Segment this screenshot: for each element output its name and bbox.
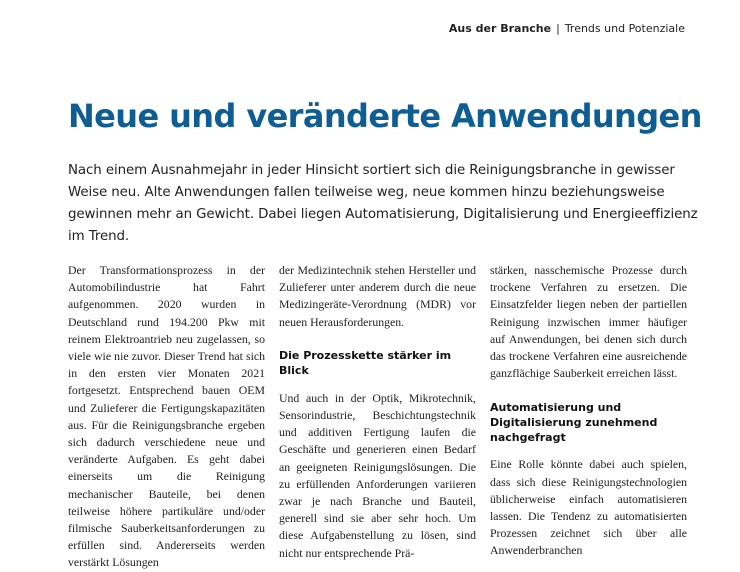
body-paragraph: Und auch in der Optik, Mikrotechnik, Sensorindustrie, Beschichtungstechnik und additiven Fertigung laufen die Geschäfte und generieren einen Bedarf an geeigneten Reinigungslösungen. Die zu erfüllenden Anforderungen variieren zwar je nach Branche und Bauteil, generell sind sie aber sehr hoch. Um diese Aufgabenstellung zu lösen, sind nicht nur entsprechende Prä- [279,390,476,560]
running-head-section: Aus der Branche [448,22,552,35]
running-head [449,22,685,35]
article-headline: Neue und veränderte Anwendungen [68,97,702,135]
running-head-separator: | [556,22,560,35]
body-paragraph: der Medizintechnik stehen Hersteller und Zulieferer unter anderem durch die neue Medizingeräte-Verordnung (MDR) vor neuen Herausforderungen. [279,263,476,329]
section-subheading: Die Prozesskette stärker im Blick [279,348,452,377]
article-lead: Nach einem Ausnahmejahr in jeder Hinsicht sortiert sich die Reinigungsbranche in gewisser Weise neu. Alte Anwendungen fallen teilweise weg, neue kommen hinzu beziehungsweise gewinnen mehr an Gewicht. Dabei liegen Automatisierung, Digitalisierung und Energieeffizienz im Trend. [68,163,698,244]
body-column-3 [490,262,687,560]
section-subheading: Automatisierung und Digitalisierung zunehmend nachgefragt [490,401,658,445]
body-paragraph: stärken, nasschemische Prozesse durch trockene Verfahren zu ersetzen. Die Einsatzfelder liegen neben der partiellen Reinigung inzwischen immer häufiger auf Anwendungen, bei denen sich durch das trockene Verfahren eine ausreichende ganzflächige Sauberkeit erreichen lässt. [490,263,687,381]
body-column-1 [68,262,265,572]
body-column-2 [279,262,476,562]
body-paragraph: Der Transformationsprozess in der Automobilindustrie hat Fahrt aufgenommen. 2020 wurden in Deutschland rund 194.200 Pkw mit reinem Elektroantrieb neu zugelassen, so viele wie nie zuvor. Dieser Trend hat sich in den ersten vier Monaten 2021 fortgesetzt. Entsprechend bauen OEM und Zulieferer die Fertigungskapazitäten aus. Für die Reinigungsbranche ergeben sich dadurch verschiedene neue und veränderte Aufgaben. Es geht dabei einerseits um die Reinigung mechanischer Bauteile, bei denen teilweise höhere partikuläre und/oder filmische Sauberkeitsanforderungen zu erfüllen sind. Andererseits werden verstärkt Lösungen [68,263,265,570]
running-head-topic: Trends und Potenziale [564,22,685,35]
body-paragraph: Eine Rolle könnte dabei auch spielen, dass sich diese Reinigungstechnologien üblicherweise einfach automatisieren lassen. Die Tendenz zu automatisierten Prozessen zeichnet sich über alle Anwenderbranchen [490,457,687,558]
